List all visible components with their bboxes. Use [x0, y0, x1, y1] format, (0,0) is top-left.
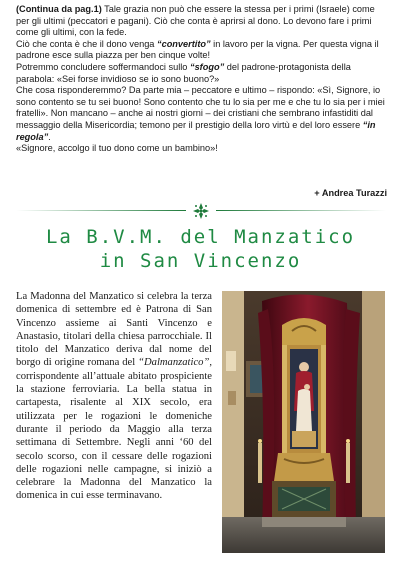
- paragraph-1: (Continua da pag.1) Tale grazia non può che essere la stessa per i primi (Israele) come per gli ultimi (peccatori e pagani). Ciò che conta è aprirsi al dono. Lo devono fare i primi come gli ultimi, con la fede.: [16, 4, 375, 38]
- section-divider: [16, 204, 386, 218]
- article-title-line-1: La B.V.M. del Manzatico: [45, 226, 356, 248]
- divider-line-left: [16, 210, 186, 211]
- continued-label: (Continua da pag.1): [16, 4, 102, 14]
- ornament-icon: [192, 202, 210, 220]
- author-signature: + Andrea Turazzi: [314, 188, 387, 198]
- paragraph-4: Che cosa risponderemmo? Da parte mia – peccatore e ultimo – rispondo: «Sì, Signore, io sono contento se tu sei buono! Sono contento che tu lo sia per me e che tu lo sia per i miei fratelli». Non mancano – anche ai nostri giorni – dei cristiani che sembrano infastiditi dal messaggio della Misericordia; temono per il prestigio della loro virtù e del loro essere “in regola”.: [16, 85, 385, 142]
- article-body: La Madonna del Manzatico si celebra la terza domenica di settembre ed è Patrona di San Vincenzo assieme ai Santi Vincenzo e Anastasio, titolari della chiesa parrocchiale. Il titolo del Manzatico deriva dal nome del borgo di origine romana del “Dalmanzatico”, corrispondente all’attuale abitato prospiciente la stazione ferroviaria. La bella statua in cartapesta, risalente al XIX secolo, era utilizzata per le rogazioni le domeniche durante il periodo da Maggio alla terza settimana di Settembre. Negli anni ‘60 del secolo scorso, con il cessare delle rogazioni delle rogazioni nelle campagne, si iniziò a celebrare la Madonna del Manzatico la domenica in cui esse terminavano.: [16, 291, 212, 502]
- article-title-line-2: in San Vincenzo: [99, 250, 302, 272]
- paragraph-2: Ciò che conta è che il dono venga “convertito” in lavoro per la vigna. Per questa vigna il padrone esce sulla piazza per ben cinque volte!: [16, 38, 379, 61]
- paragraph-3: Potremmo concludere soffermandoci sullo “sfogo” del padrone-protagonista della parabola: «Sei forse invidioso se io sono buono?»: [16, 61, 351, 84]
- paragraph-5: «Signore, accolgo il tuo dono come un bambino»!: [16, 143, 218, 154]
- divider-line-right: [216, 210, 386, 211]
- article-continuation: [16, 4, 388, 155]
- madonna-shrine-photo: [222, 291, 385, 553]
